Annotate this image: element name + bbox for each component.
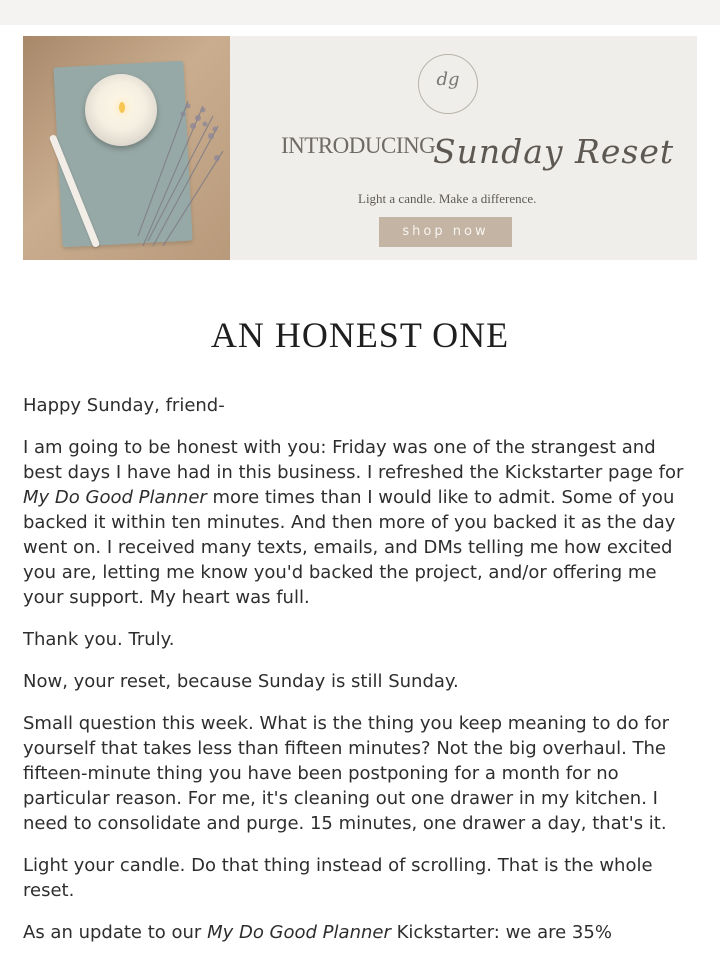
paragraph-reset-intro: Now, your reset, because Sunday is still Sunday. xyxy=(23,671,459,692)
paragraph-honest: I am going to be honest with you: Friday was one of the strangest and best days I have had in this business. I refreshed the Kickstarter page for My Do Good Planner more times than I would like to admit. Some of you backed it within ten minutes. And then more of you backed it as the day went on. I received many texts, emails, and DMs telling me how excited you are, letting me know you'd backed the project, and/or offering me your support. My heart was full. xyxy=(23,437,684,608)
paragraph-update: As an update to our My Do Good Planner Kickstarter: we are 35% xyxy=(23,922,612,943)
banner-intro: INTRODUCING xyxy=(281,133,436,158)
paragraph-thanks: Thank you. Truly. xyxy=(23,629,175,650)
promo-banner[interactable] xyxy=(23,36,697,260)
candle-photo xyxy=(23,36,230,260)
logo-monogram: dg xyxy=(436,69,460,90)
email-body xyxy=(23,393,699,962)
paragraph-question: Small question this week. What is the thing you keep meaning to do for yourself that takes less than fifteen minutes? Not the big overhaul. The fifteen-minute thing you have been postponing for a month for no particular reason. For me, it's cleaning out one drawer in my kitchen. I need to consolidate and purge. 15 minutes, one drawer a day, that's it. xyxy=(23,713,670,834)
banner-tagline: Light a candle. Make a difference. xyxy=(358,191,537,206)
top-bar xyxy=(0,0,720,25)
paragraph-greeting: Happy Sunday, friend- xyxy=(23,395,225,416)
planner-title: My Do Good Planner xyxy=(207,922,391,943)
candle-flame xyxy=(119,102,125,113)
shop-now-button[interactable]: shop now xyxy=(379,217,512,247)
email-headline: AN HONEST ONE xyxy=(210,315,510,355)
brand-logo xyxy=(418,54,478,114)
paragraph-candle: Light your candle. Do that thing instead of scrolling. That is the whole reset. xyxy=(23,855,653,901)
planner-title: My Do Good Planner xyxy=(23,487,207,508)
banner-script-title: Sunday Reset xyxy=(433,132,675,171)
